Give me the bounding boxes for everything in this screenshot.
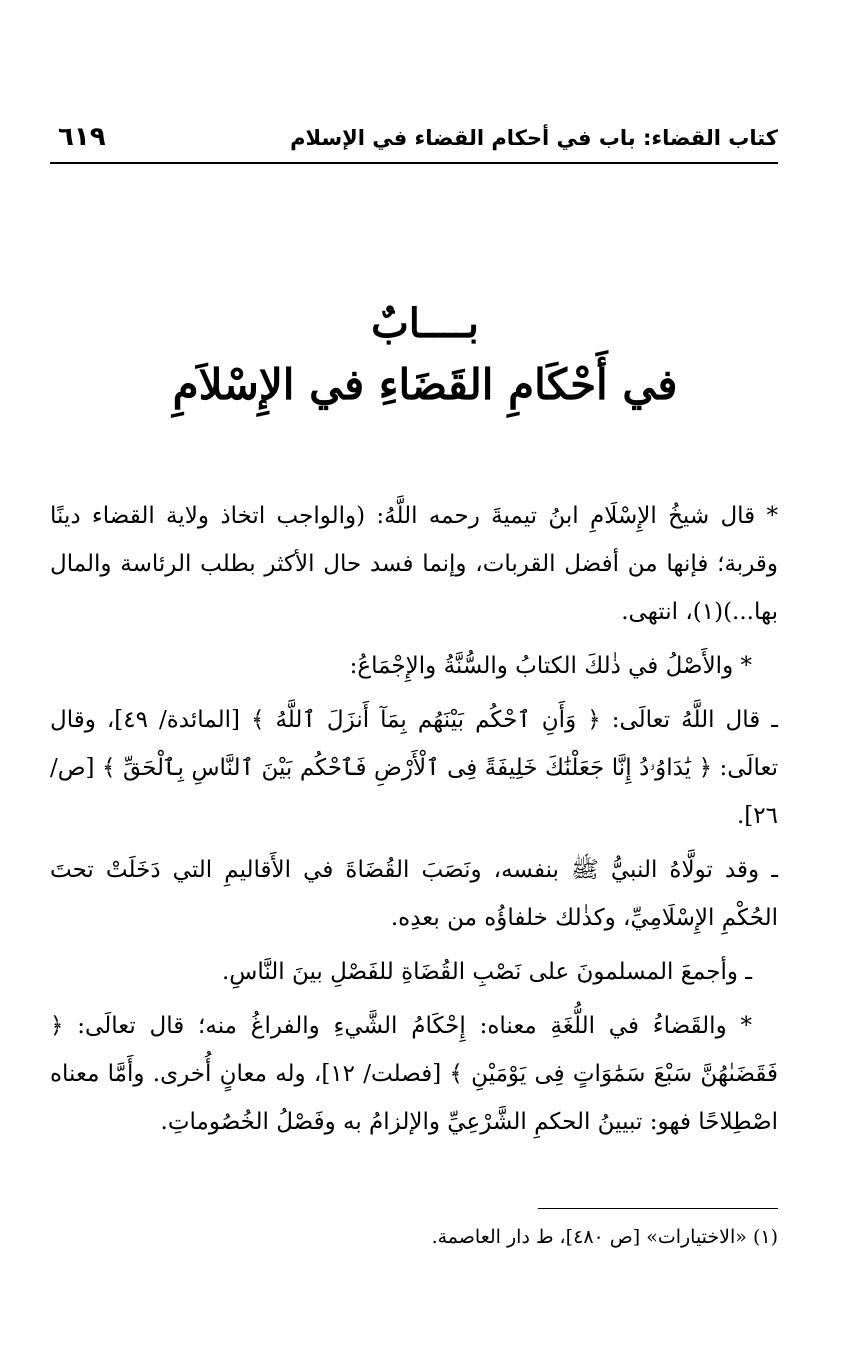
page-header: [50, 118, 778, 164]
footnote-divider: [538, 1208, 778, 1209]
paragraph-sources: * والأَصْلُ في ذٰلكَ الكتابُ والسُّنَّةُ والإِجْمَاعُ:: [349, 653, 752, 679]
running-title: كتاب القضاء: باب في أحكام القضاء في الإسلام: [290, 126, 778, 150]
paragraph-quran-verses: ـ قال اللَّهُ تعالَى: ﴿ وَأَنِ ٱحْكُم بَيْنَهُم بِمَآ أَنزَلَ ٱللَّهُ ﴾ [المائدة/ ٤٩]، وقال تعالَى: ﴿ يَٰدَاوُۥدُ إِنَّا جَعَلْنَٰكَ خَلِيفَةً فِى ٱلْأَرْضِ فَٱحْكُم بَيْنَ ٱلنَّاسِ بِٱلْحَقِّ ﴾ [ص/ ٢٦].: [50, 707, 778, 829]
paragraph-consensus: ـ وأجمعَ المسلمونَ على نَصْبِ القُضَاةِ للفَصْلِ بينَ النَّاسِ.: [221, 959, 752, 985]
chapter-word: بــــابٌ: [371, 300, 479, 347]
chapter-title: في أَحْكَامِ القَضَاءِ في الإِسْلاَمِ: [172, 360, 678, 409]
page-number: ٦١٩: [58, 122, 106, 152]
paragraph-prophet-practice: ـ وقد تولَّاهُ النبيُّ ﷺ بنفسه، ونَصَبَ القُضَاةَ في الأَقاليمِ التي دَخَلَتْ تحتَ الحُكْمِ الإِسْلَامِيِّ، وكذٰلك خلفاؤُه من بعدِه.: [50, 857, 778, 931]
paragraph-definition: * والقَضاءُ في اللُّغَةِ معناه: إِحْكَامُ الشَّيءِ والفراغُ منه؛ قال تعالَى: ﴿ فَقَضَىٰهُنَّ سَبْعَ سَمَٰوَاتٍ فِى يَوْمَيْنِ ﴾ [فصلت/ ١٢]، وله معانٍ أُخرى. وأَمَّا معناه اصْطِلاحًا فهو: تبيينُ الحكمِ الشَّرْعِيِّ والإلزامُ به وفَصْلُ الخُصُوماتِ.: [50, 1013, 779, 1135]
footnote: (١) «الاختيارات» [ص ٤٨٠]، ط دار العاصمة.: [431, 1226, 778, 1248]
paragraph-ibn-taymiyyah-quote: * قال شيخُ الإِسْلَامِ ابنُ تيميةَ رحمه اللَّهُ: (والواجب اتخاذ ولاية القضاء دينًا وقربة؛ فإنها من أفضل القربات، وإنما فسد حال الأكثر بطلب الرئاسة والمال بها...)(١)، انتهى.: [50, 503, 778, 625]
body-text: [50, 492, 778, 1152]
